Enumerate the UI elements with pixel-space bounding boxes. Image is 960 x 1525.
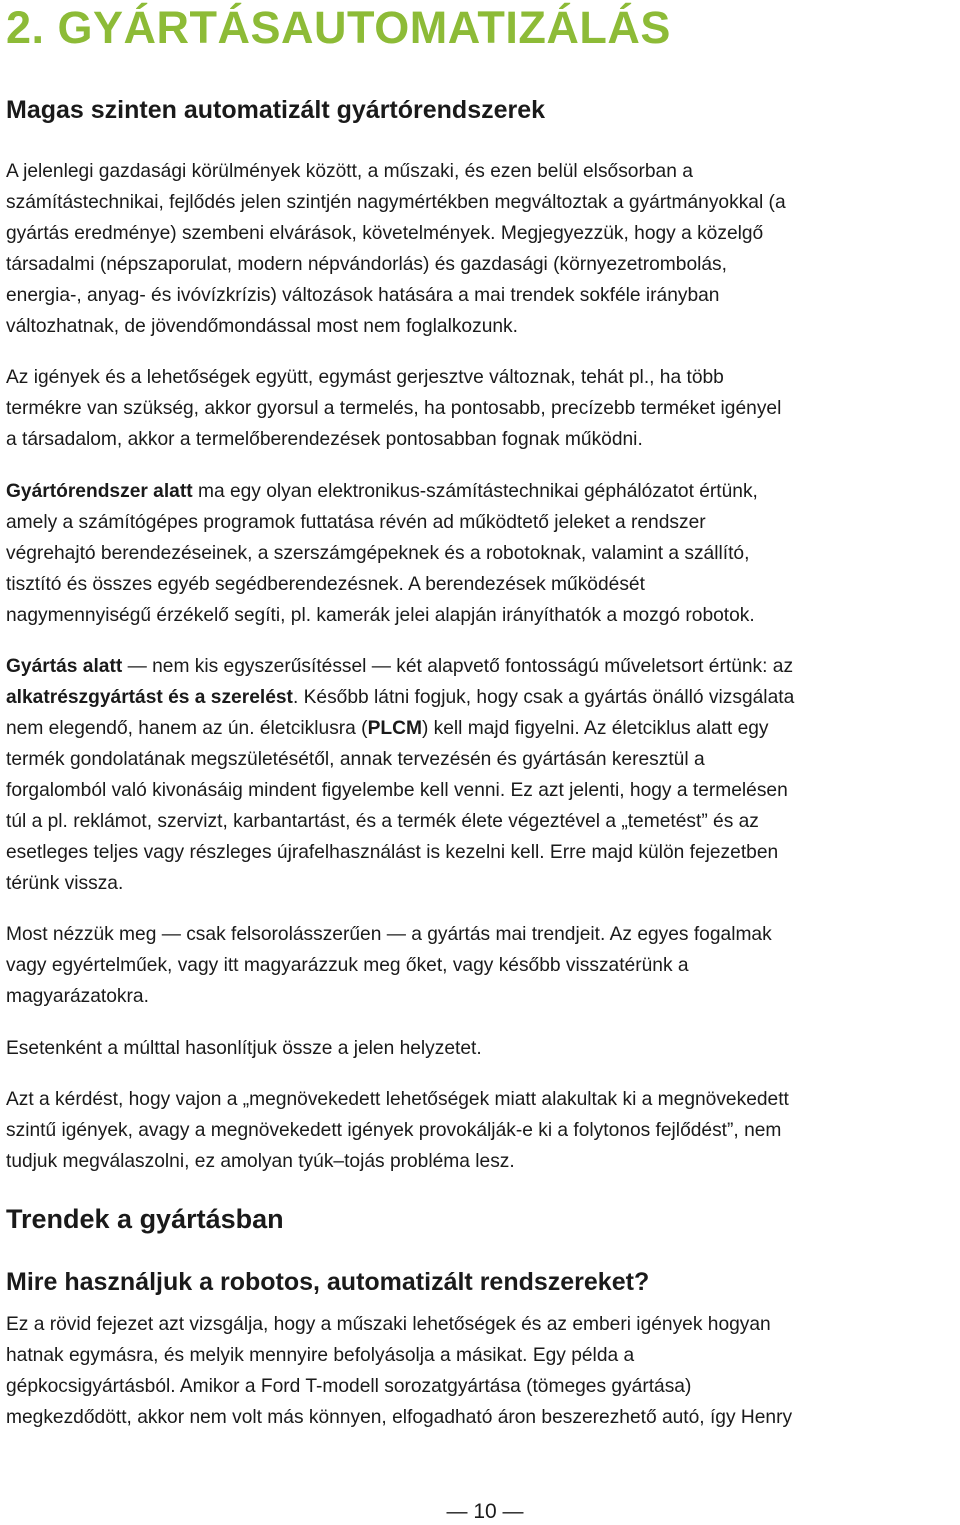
term-parts-and-assembly: alkatrészgyártást és a szerelést bbox=[6, 687, 293, 708]
paragraph-compare: Esetenként a múlttal hasonlítjuk össze a jelen helyzetet. bbox=[6, 1038, 482, 1059]
term-plcm: PLCM bbox=[367, 718, 422, 739]
paragraph-intro: A jelenlegi gazdasági körülmények között, a műszaki, és ezen belül elsősorban a számítástechnikai, fejlődés jelen szintjén nagymértékben megváltoztak a gyártmányokkal (a gyártás eredménye) szembeni elvárások, követelmények. Megjegyezzük, hogy a közelgő társadalmi (népszaporulat, modern népvándorlás) és gazdasági (környezetrombolás, energia-, anyag- és ivóvízkrízis) változások hatására a mai trendek sokféle irányban változhatnak, de jövendőmondással most nem foglalkozunk. bbox=[6, 161, 786, 337]
section-title-robots: Mire használjuk a robotos, automatizált rendszereket? bbox=[6, 1268, 650, 1296]
paragraph-needs: Az igények és a lehetőségek együtt, egymást gerjesztve változnak, tehát pl., ha több termékre van szükség, akkor gyorsul a termelés, ha pontosabb, precízebb terméket igényel a társadalom, akkor a termelőberendezések pontosabban fognak működni. bbox=[6, 367, 782, 450]
paragraph-manufacturing: Gyártás alatt — nem kis egyszerűsítéssel — két alapvető fontosságú műveletsort értünk: az alkatrészgyártást és a szerelést. Később látni fogjuk, hogy csak a gyártás önálló vizsgálata nem elegendő, hanem az ún. életciklusra (PLCM) kell majd figyelni. Az életciklus alatt egy termék gondolatának megszületésétől, annak tervezésén és gyártásán keresztül a forgalomból való kivonásáig mindent figyelembe kell venni. Ez azt jelenti, hogy a termelésen túl a pl. reklámot, szervizt, karbantartást, és a termék élete végeztével a „temetést” és az esetleges teljes vagy részleges újrafelhasználást is kezelni kell. Erre majd külön fejezetben térünk vissza. bbox=[6, 656, 795, 894]
paragraph-question: Azt a kérdést, hogy vajon a „megnövekedett lehetőségek miatt alakultak ki a megnövekedett szintű igények, avagy a megnövekedett igények provokálják-e ki a folytonos fejlődést”, nem tudjuk megválaszolni, ez amolyan tyúk–tojás probléma lesz. bbox=[6, 1089, 789, 1172]
paragraph-ford: Ez a rövid fejezet azt vizsgálja, hogy a műszaki lehetőségek és az emberi igények hogyan hatnak egymásra, és melyik mennyire befolyásolja a másikat. Egy példa a gépkocsigyártásból. Amikor a Ford T-modell sorozatgyártása (tömeges gyártása) megkezdődött, akkor nem volt más könnyen, elfogadható áron beszerezhető autó, így Henry bbox=[6, 1314, 793, 1428]
page-number: — 10 — bbox=[446, 1500, 524, 1523]
chapter-title: 2. GYÁRTÁSAUTOMATIZÁLÁS bbox=[6, 2, 671, 53]
section-title-systems: Magas szinten automatizált gyártórendszerek bbox=[6, 96, 546, 124]
term-manufacturing-system: Gyártórendszer alatt bbox=[6, 481, 193, 502]
paragraph-manufacturing-system: Gyártórendszer alatt ma egy olyan elektronikus-számítástechnikai géphálózatot értünk, amely a számítógépes programok futtatása révén ad működtető jeleket a rendszer végrehajtó berendezéseinek, a szerszámgépeknek és a robotoknak, valamint a szállító, tisztító és összes egyéb segédberendezésnek. A berendezések működését nagymennyiségű érzékelő segíti, pl. kamerák jelei alapján irányíthatók a mozgó robotok. bbox=[6, 481, 758, 626]
section-title-trends: Trendek a gyártásban bbox=[6, 1204, 284, 1234]
paragraph-trends-intro: Most nézzük meg — csak felsorolásszerűen — a gyártás mai trendjeit. Az egyes fogalmak vagy egyértelműek, vagy itt magyarázzuk meg őket, vagy később visszatérünk a magyarázatokra. bbox=[6, 924, 772, 1007]
term-manufacturing: Gyártás alatt bbox=[6, 656, 123, 677]
